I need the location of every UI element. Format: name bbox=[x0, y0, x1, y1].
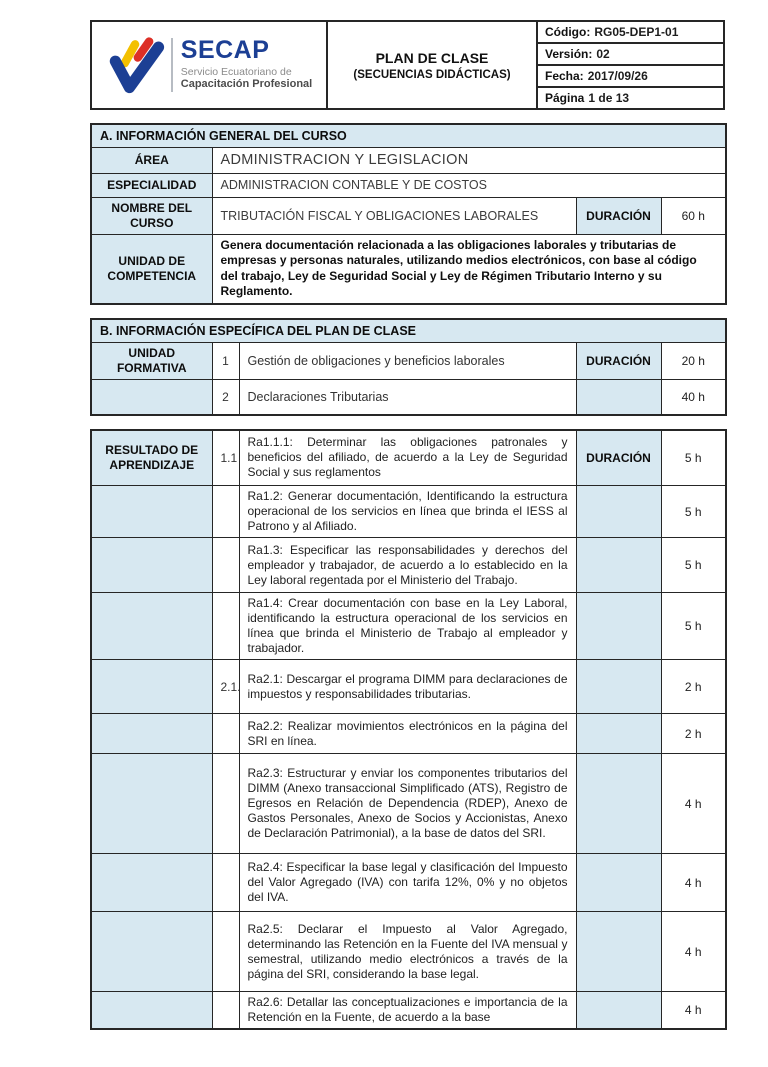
learning-row bbox=[91, 912, 726, 992]
outcome-hours: 2 h bbox=[661, 714, 726, 754]
unit-number: 2 bbox=[212, 380, 239, 415]
outcome-number bbox=[212, 486, 239, 538]
outcome-number bbox=[212, 992, 239, 1030]
nombre-curso-row bbox=[91, 197, 726, 234]
outcome-text: Ra2.5: Declarar el Impuesto al Valor Agregado, determinando las Retención en la Fuente del IVA mensual y semestral, utilizando medio electrónicos a través de la página del SRI, considerando la base legal. bbox=[239, 912, 576, 992]
empty-label-cell bbox=[91, 538, 212, 593]
logo-divider bbox=[171, 38, 173, 92]
version-value: 02 bbox=[596, 47, 610, 61]
outcome-text: Ra2.3: Estructurar y enviar los componentes tributarios del DIMM (Anexo transaccional Simplificado (ATS), Registro de Egresos en Relación de Dependencia (RDEP), Anexo de Gastos Personales, Anexo de Socios y Accionistas, Anexo de Declaración Patrimonial), a la base de datos del SRI. bbox=[239, 754, 576, 854]
empty-label-cell bbox=[91, 660, 212, 714]
empty-label-cell bbox=[91, 912, 212, 992]
logo-subtitle-line2: Capacitación Profesional bbox=[180, 78, 313, 91]
document-subtitle: (SECUENCIAS DIDÁCTICAS) bbox=[353, 68, 511, 81]
section-b-title: B. INFORMACIÓN ESPECÍFICA DEL PLAN DE CLASE bbox=[91, 319, 726, 343]
nombre-curso-label: NOMBRE DEL CURSO bbox=[91, 197, 212, 234]
nombre-curso-value: TRIBUTACIÓN FISCAL Y OBLIGACIONES LABORALES bbox=[212, 197, 576, 234]
empty-label-cell bbox=[91, 380, 212, 415]
empty-label-cell bbox=[91, 854, 212, 912]
empty-duracion-cell bbox=[576, 486, 661, 538]
outcome-number bbox=[212, 538, 239, 593]
formative-unit-row bbox=[91, 380, 726, 415]
learning-row bbox=[91, 714, 726, 754]
formative-unit-row bbox=[91, 343, 726, 380]
especialidad-label: ESPECIALIDAD bbox=[91, 173, 212, 197]
outcome-hours: 5 h bbox=[661, 430, 726, 486]
empty-label-cell bbox=[91, 754, 212, 854]
outcome-text: Ra2.2: Realizar movimientos electrónicos en la página del SRI en línea. bbox=[239, 714, 576, 754]
unit-hours: 40 h bbox=[661, 380, 726, 415]
outcome-number bbox=[212, 754, 239, 854]
meta-row-fecha bbox=[538, 64, 723, 86]
empty-duracion-cell bbox=[576, 992, 661, 1030]
logo-cell bbox=[92, 22, 326, 108]
logo-name: SECAP bbox=[180, 36, 270, 65]
secap-checkmark-icon bbox=[106, 36, 166, 94]
pagina-label: Página bbox=[545, 91, 585, 105]
learning-outcomes-table bbox=[90, 429, 727, 1031]
document-header bbox=[90, 20, 725, 110]
learning-row bbox=[91, 538, 726, 593]
codigo-label: Código: bbox=[545, 25, 591, 39]
especialidad-row bbox=[91, 173, 726, 197]
learning-row bbox=[91, 754, 726, 854]
outcome-hours: 5 h bbox=[661, 593, 726, 660]
unidad-competencia-row bbox=[91, 234, 726, 304]
unidad-competencia-value: Genera documentación relacionada a las obligaciones laborales y tributarias de empresas y personas naturales, utilizando medios electrónicos, con base al código del trabajo, Ley de Seguridad Social y Ley de Régimen Tributario Interno y su Reglamento. bbox=[212, 234, 726, 304]
unit-hours: 20 h bbox=[661, 343, 726, 380]
outcome-text: Ra2.4: Especificar la base legal y clasificación del Impuesto del Valor Agregado (IVA) con tarifa 12%, 0% y no objetos del IVA. bbox=[239, 854, 576, 912]
outcome-hours: 4 h bbox=[661, 992, 726, 1030]
logo-text bbox=[181, 38, 312, 91]
outcome-text: Ra2.1: Descargar el programa DIMM para declaraciones de impuestos y responsabilidades tributarias. bbox=[239, 660, 576, 714]
outcome-number bbox=[212, 714, 239, 754]
duracion-header: DURACIÓN bbox=[576, 430, 661, 486]
unit-title: Gestión de obligaciones y beneficios laborales bbox=[239, 343, 576, 380]
area-value: ADMINISTRACION Y LEGISLACION bbox=[212, 147, 726, 173]
empty-label-cell bbox=[91, 593, 212, 660]
learning-row bbox=[91, 486, 726, 538]
empty-duracion-cell bbox=[576, 912, 661, 992]
outcome-number bbox=[212, 854, 239, 912]
unidad-competencia-label: UNIDAD DE COMPETENCIA bbox=[91, 234, 212, 304]
outcome-text: Ra1.3: Especificar las responsabilidades y derechos del empleador y trabajador, de acuerdo a lo establecido en la Ley laboral regentada por el Ministerio del Trabajo. bbox=[239, 538, 576, 593]
outcome-hours: 4 h bbox=[661, 854, 726, 912]
unidad-formativa-label: UNIDAD FORMATIVA bbox=[91, 343, 212, 380]
outcome-hours: 5 h bbox=[661, 538, 726, 593]
document-title-cell bbox=[326, 22, 538, 108]
outcome-hours: 4 h bbox=[661, 754, 726, 854]
empty-label-cell bbox=[91, 992, 212, 1030]
empty-duracion-cell bbox=[576, 538, 661, 593]
fecha-label: Fecha: bbox=[545, 69, 584, 83]
meta-row-version bbox=[538, 42, 723, 64]
meta-row-pagina bbox=[538, 86, 723, 108]
learning-row bbox=[91, 854, 726, 912]
meta-row-codigo bbox=[538, 22, 723, 42]
outcome-text: Ra2.6: Detallar las conceptualizaciones e importancia de la Retención en la Fuente, de acuerdo a la base bbox=[239, 992, 576, 1030]
outcome-number bbox=[212, 912, 239, 992]
learning-row bbox=[91, 992, 726, 1030]
document-title: PLAN DE CLASE bbox=[375, 49, 489, 66]
learning-row bbox=[91, 430, 726, 486]
outcome-hours: 2 h bbox=[661, 660, 726, 714]
resultado-aprendizaje-label: RESULTADO DE APRENDIZAJE bbox=[91, 430, 212, 486]
section-b-table bbox=[90, 318, 727, 416]
duracion-header: DURACIÓN bbox=[576, 343, 661, 380]
fecha-value: 2017/09/26 bbox=[587, 69, 648, 83]
section-a-table bbox=[90, 123, 727, 305]
empty-duracion-cell bbox=[576, 660, 661, 714]
unit-number: 1 bbox=[212, 343, 239, 380]
outcome-text: Ra1.1.1: Determinar las obligaciones patronales y beneficios del afiliado, de acuerdo a la Ley de Seguridad Social y sus reglamentos bbox=[239, 430, 576, 486]
outcome-hours: 4 h bbox=[661, 912, 726, 992]
empty-label-cell bbox=[91, 486, 212, 538]
unit-title: Declaraciones Tributarias bbox=[239, 380, 576, 415]
empty-duracion-cell bbox=[576, 380, 661, 415]
logo-subtitle-line1: Servicio Ecuatoriano de bbox=[180, 66, 292, 79]
section-a-title-row bbox=[91, 124, 726, 147]
outcome-hours: 5 h bbox=[661, 486, 726, 538]
duracion-header: DURACIÓN bbox=[576, 197, 661, 234]
empty-duracion-cell bbox=[576, 854, 661, 912]
outcome-text: Ra1.4: Crear documentación con base en la Ley Laboral, identificando la estructura operacional de los servicios en línea que brinda el Ministerio de Trabajo al empleador y trabajador. bbox=[239, 593, 576, 660]
learning-row bbox=[91, 660, 726, 714]
outcome-number bbox=[212, 593, 239, 660]
outcome-number: 1.1 bbox=[212, 430, 239, 486]
outcome-number: 2.1. bbox=[212, 660, 239, 714]
especialidad-value: ADMINISTRACION CONTABLE Y DE COSTOS bbox=[212, 173, 726, 197]
section-a-title: A. INFORMACIÓN GENERAL DEL CURSO bbox=[91, 124, 726, 147]
area-label: ÁREA bbox=[91, 147, 212, 173]
section-b-title-row bbox=[91, 319, 726, 343]
empty-label-cell bbox=[91, 714, 212, 754]
empty-duracion-cell bbox=[576, 714, 661, 754]
outcome-text: Ra1.2: Generar documentación, Identificando la estructura operacional de los servicios en línea que brinda el IESS al Patrono y al Afiliado. bbox=[239, 486, 576, 538]
empty-duracion-cell bbox=[576, 593, 661, 660]
version-label: Versión: bbox=[545, 47, 593, 61]
area-row bbox=[91, 147, 726, 173]
pagina-value: 1 de 13 bbox=[588, 91, 630, 105]
empty-duracion-cell bbox=[576, 754, 661, 854]
document-meta-cell bbox=[538, 22, 723, 108]
duracion-total-value: 60 h bbox=[661, 197, 726, 234]
codigo-value: RG05-DEP1-01 bbox=[594, 25, 679, 39]
learning-row bbox=[91, 593, 726, 660]
